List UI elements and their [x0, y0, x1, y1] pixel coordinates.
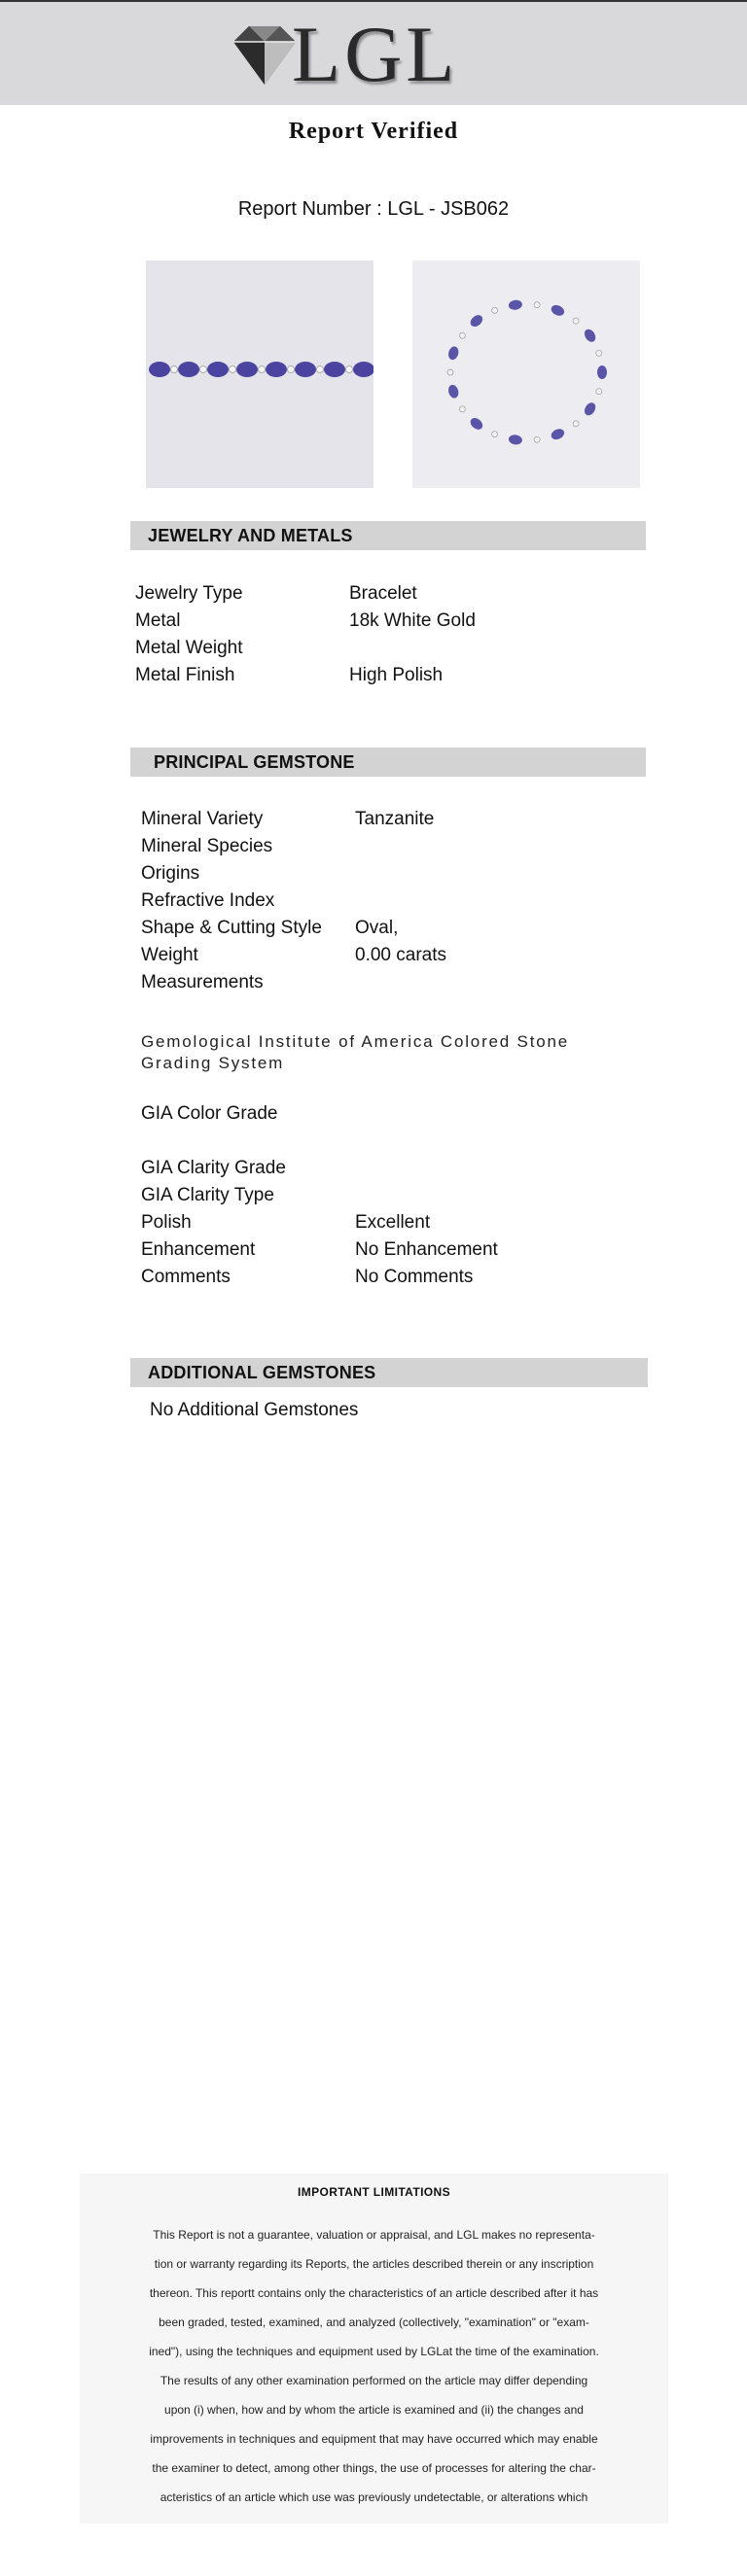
row-label: Origins	[141, 863, 200, 884]
diamond-accent	[230, 366, 236, 373]
bracelet-closeup-image	[146, 261, 374, 488]
tanzanite-stone	[324, 362, 345, 377]
bracelet-full-image	[412, 261, 640, 488]
row-label: Shape & Cutting Style	[141, 918, 322, 938]
diamond-accent	[171, 366, 178, 373]
diamond-accent	[346, 366, 353, 373]
logo-text: LGL	[292, 10, 459, 98]
gia-row-label: GIA Clarity Type	[141, 1185, 274, 1205]
gia-row-label: GIA Clarity Grade	[141, 1158, 286, 1178]
row-label: Metal Finish	[135, 665, 235, 685]
row-label: Metal	[135, 610, 181, 631]
limitations-line: This Report is not a guarantee, valuation or appraisal, and LGL makes no representa-	[153, 2228, 595, 2242]
tanzanite-stone	[236, 362, 258, 377]
row-value: Tanzanite	[355, 809, 435, 829]
row-label: Jewelry Type	[135, 583, 243, 604]
limitations-title: IMPORTANT LIMITATIONS	[297, 2185, 451, 2199]
limitations-line: been graded, tested, examined, and analyzed (collectively, "examination" or "exam-	[159, 2315, 589, 2329]
row-label: Measurements	[141, 972, 264, 992]
limitations-line: thereon. This reportt contains only the characteristics of an article described after it has	[149, 2286, 599, 2300]
diamond-accent	[317, 366, 324, 373]
row-value: Bracelet	[349, 583, 417, 604]
limitations-line: upon (i) when, how and by whom the article is examined and (ii) the changes and	[164, 2403, 584, 2417]
gia-row-label: Polish	[141, 1212, 192, 1233]
row-label: Weight	[141, 945, 198, 965]
limitations-line: tion or warranty regarding its Reports, the articles described therein or any inscription	[154, 2257, 594, 2271]
limitations-line: ined"), using the techniques and equipment used by LGLat the time of the examination.	[149, 2345, 599, 2358]
tanzanite-stone	[266, 362, 287, 377]
diamond-accent	[259, 366, 266, 373]
gia-row-label: Comments	[141, 1267, 231, 1287]
header-banner	[0, 0, 747, 105]
tanzanite-stone	[207, 362, 229, 377]
diamond-accent	[200, 366, 207, 373]
gia-grading-system-note: Gemological Institute of America Colored Stone Grading System	[141, 1032, 569, 1072]
gia-row-label: Enhancement	[141, 1239, 256, 1260]
tanzanite-stone	[295, 362, 316, 377]
important-limitations	[80, 2174, 668, 2524]
limitations-line: acteristics of an article which use was previously undetectable, or alterations which	[160, 2490, 588, 2504]
bracelet-closeup-photo	[146, 261, 374, 488]
additional-section	[130, 1358, 648, 1387]
tanzanite-stone	[353, 362, 374, 377]
report-number: Report Number : LGL - JSB062	[237, 198, 510, 220]
row-value: High Polish	[349, 665, 444, 685]
gemstone-section	[130, 748, 646, 777]
page-title: Report Verified	[288, 119, 459, 144]
jewelry-section	[130, 521, 646, 550]
jewelry-heading: JEWELRY AND METALS	[130, 521, 646, 550]
bracelet-full-photo	[412, 261, 640, 488]
gia-row-label: GIA Color Grade	[141, 1103, 278, 1124]
gemstone-heading: PRINCIPAL GEMSTONE	[130, 748, 646, 777]
tanzanite-stone	[597, 366, 607, 379]
gia-row-value: No Comments	[355, 1267, 474, 1287]
limitations-line: the examiner to detect, among other things, the use of processes for altering the char-	[152, 2461, 596, 2475]
gia-row-value: Excellent	[355, 1212, 431, 1233]
row-label: Metal Weight	[135, 638, 243, 658]
row-label: Refractive Index	[141, 890, 275, 911]
diamond-accent	[288, 366, 295, 373]
additional-text: No Additional Gemstones	[150, 1400, 359, 1420]
diamond-accent	[447, 369, 453, 375]
gia-row-value: No Enhancement	[355, 1239, 498, 1260]
additional-heading: ADDITIONAL GEMSTONES	[130, 1358, 648, 1387]
row-value: 0.00 carats	[355, 945, 446, 965]
row-value: Oval,	[355, 918, 399, 938]
lgl-logo	[226, 10, 459, 98]
row-label: Mineral Species	[141, 836, 273, 856]
row-label: Mineral Variety	[141, 809, 264, 829]
limitations-line: The results of any other examination performed on the article may differ depending	[160, 2374, 588, 2387]
limitations-line: improvements in techniques and equipment that may have occurred which may enable	[150, 2432, 598, 2446]
row-value: 18k White Gold	[349, 610, 476, 631]
tanzanite-stone	[178, 362, 199, 377]
tanzanite-stone	[149, 362, 170, 377]
